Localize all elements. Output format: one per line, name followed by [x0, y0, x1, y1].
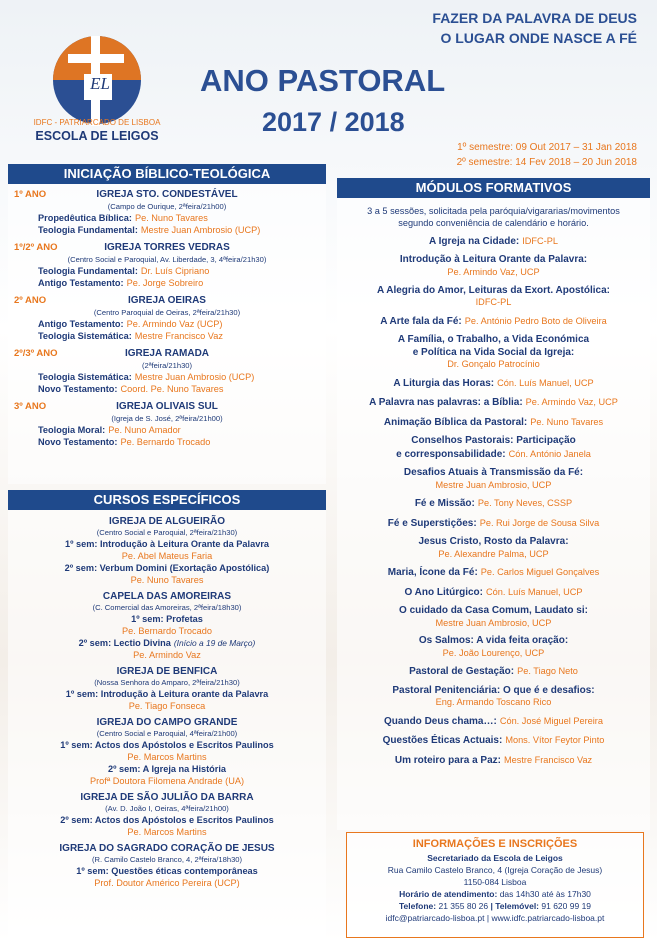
modulo-item — [337, 635, 650, 659]
modulo-title: Questões Éticas Actuais: — [382, 735, 503, 747]
modulo-item — [337, 586, 650, 600]
modulo-item — [337, 377, 650, 391]
modulo-title-row — [337, 235, 650, 249]
curso-course-label: 2º sem: Verbum Domini (Exortação Apostólica) — [64, 563, 270, 573]
curso-course — [12, 688, 322, 700]
subject-row — [14, 224, 320, 236]
modulo-title-row — [337, 285, 650, 298]
modulo-teacher: Pe. António Pedro Boto de Oliveira — [464, 315, 607, 326]
subject-row — [14, 318, 320, 330]
modulo-title: Maria, Ícone da Fé: — [387, 567, 478, 579]
modulo-item — [337, 435, 650, 461]
modulo-title: A Liturgia das Horas: — [393, 377, 495, 389]
modulo-teacher: IDFC-PL — [522, 236, 558, 246]
modulo-title-row — [337, 536, 650, 549]
subject-teacher: Mestre Francisco Vaz — [134, 331, 223, 341]
curso-info: (C. Comercial das Amoreiras, 2ªfeira/18h30) — [92, 603, 242, 612]
modulo-teacher: Mestre Francisco Vaz — [504, 754, 593, 765]
modulo-teacher: Pe. Alexandre Palma, UCP — [438, 548, 549, 559]
curso-item — [12, 666, 322, 712]
curso-course-label: 1º sem: Actos dos Apóstolos e Escritos Paulinos — [60, 740, 274, 750]
iniciacao-header-row — [14, 242, 320, 255]
modulo-title-row — [337, 635, 650, 648]
curso-church: IGREJA DO SAGRADO CORAÇÃO DE JESUS — [59, 843, 275, 854]
modulo-item — [337, 254, 650, 278]
modulo-title: Desafios Atuais à Transmissão da Fé: — [403, 467, 584, 479]
info-title: INFORMAÇÕES E INSCRIÇÕES — [412, 838, 578, 850]
iniciacao-title: INICIAÇÃO BÍBLICO-TEOLÓGICA — [8, 164, 326, 184]
subject-name: Novo Testamento: — [38, 384, 118, 394]
modulo-title-row — [337, 715, 650, 729]
curso-church: IGREJA DE SÃO JULIÃO DA BARRA — [80, 792, 254, 803]
subject-row — [14, 265, 320, 277]
modulo-item — [337, 396, 650, 410]
info-mobile[interactable]: 91 620 99 19 — [541, 901, 592, 911]
info-line-2: Rua Camilo Castelo Branco, 4 (Igreja Coração de Jesus) — [387, 865, 603, 875]
curso-course-label: 2º sem: Actos dos Apóstolos e Escritos Paulinos — [60, 815, 274, 825]
curso-course — [12, 739, 322, 751]
modulo-item — [337, 517, 650, 531]
curso-course — [12, 865, 322, 877]
iniciacao-info: (Campo de Ourique, 2ªfeira/21h00) — [107, 202, 227, 211]
modulo-item — [337, 285, 650, 309]
iniciacao-year: 3º ANO — [14, 401, 47, 412]
curso-course — [12, 538, 322, 550]
modulo-teacher: Cón. José Miguel Pereira — [499, 715, 603, 726]
modulo-title: O cuidado da Casa Comum, Laudato si: — [399, 605, 588, 617]
iniciacao-year: 1º ANO — [14, 189, 47, 200]
curso-info: (Centro Social e Paroquial, 2ªfeira/21h30) — [96, 528, 238, 537]
modulo-title-row — [337, 416, 650, 430]
iniciacao-group — [14, 401, 320, 448]
info-contacts — [347, 912, 643, 924]
modulo-item — [337, 235, 650, 249]
curso-teacher: Pe. Bernardo Trocado — [122, 626, 212, 636]
curso-teacher: Pe. Tiago Fonseca — [128, 701, 206, 711]
curso-item — [12, 516, 322, 586]
modulo-teacher: Cón. António Janela — [508, 448, 591, 459]
semester-1: 1º semestre: 09 Out 2017 – 31 Jan 2018 — [457, 142, 637, 153]
subject-row — [14, 383, 320, 395]
modulo-title: Pastoral Penitenciária: O que é e desafios: — [392, 684, 595, 696]
iniciacao-group — [14, 189, 320, 236]
info-hours — [347, 888, 643, 900]
subject-name: Teologia Fundamental: — [38, 225, 138, 235]
iniciacao-group — [14, 295, 320, 342]
modulo-title: A Palavra nas palavras: a Bíblia: — [369, 397, 523, 409]
curso-item — [12, 843, 322, 889]
modulo-title-row — [337, 334, 650, 347]
modulos-list — [337, 229, 650, 767]
subject-teacher: Pe. Jorge Sobreiro — [126, 278, 204, 288]
modulo-item — [337, 497, 650, 511]
modulo-item — [337, 536, 650, 560]
modulo-teacher: Pe. João Lourenço, UCP — [442, 647, 545, 658]
info-phone-label: Telefone: — [398, 901, 437, 911]
slogan-2: O LUGAR ONDE NASCE A FÉ — [440, 30, 637, 46]
modulo-title: Jesus Cristo, Rosto da Palavra: — [418, 536, 569, 548]
iniciacao-list — [8, 184, 326, 448]
curso-course — [12, 763, 322, 775]
modulo-teacher: Pe. Rui Jorge de Sousa Silva — [479, 517, 600, 528]
modulos-panel — [337, 178, 650, 830]
curso-info: (Centro Social e Paroquial, 4ªfeira/21h00) — [96, 729, 238, 738]
modulo-teacher: Pe. Carlos Miguel Gonçalves — [480, 567, 600, 578]
logo-name: ESCOLA DE LEIGOS — [35, 129, 159, 143]
curso-teacher: Pe. Nuno Tavares — [130, 575, 204, 585]
modulo-title: Conselhos Pastorais: Participação — [411, 435, 576, 447]
subject-teacher: Mestre Juan Ambrosio (UCP) — [140, 225, 261, 235]
iniciacao-year: 2º/3º ANO — [14, 348, 58, 359]
modulo-title: Fé e Missão: — [414, 498, 475, 510]
modulo-title-row — [337, 435, 650, 448]
subject-teacher: Pe. Nuno Amador — [108, 425, 181, 435]
cursos-panel — [8, 490, 326, 938]
curso-course-label: 1º sem: Profetas — [131, 614, 203, 624]
curso-church: CAPELA DAS AMOREIRAS — [102, 591, 232, 602]
curso-teacher: Pe. Marcos Martins — [127, 827, 207, 837]
modulo-title-row-2 — [337, 347, 650, 360]
iniciacao-header-row — [14, 348, 320, 361]
curso-teacher: Pe. Armindo Vaz — [133, 650, 201, 660]
modulo-teacher: Pe. Armindo Vaz, UCP — [447, 266, 540, 277]
modulo-title: O Ano Litúrgico: — [404, 586, 483, 598]
semester-2: 2º semestre: 14 Fev 2018 – 20 Jun 2018 — [456, 157, 637, 168]
info-separator: | — [486, 913, 490, 923]
modulo-title-row — [337, 605, 650, 618]
iniciacao-header-row — [14, 295, 320, 308]
modulo-item — [337, 734, 650, 748]
modulo-teacher: Pe. Armindo Vaz, UCP — [525, 397, 618, 408]
modulo-item — [337, 685, 650, 709]
iniciacao-group — [14, 242, 320, 289]
subject-name: Novo Testamento: — [38, 437, 118, 447]
modulo-item — [337, 315, 650, 329]
modulo-teacher: Eng. Armando Toscano Rico — [435, 697, 552, 708]
modulo-title-row — [337, 517, 650, 531]
subject-name: Propedêutica Bíblica: — [38, 213, 132, 223]
subject-name: Antigo Testamento: — [38, 278, 124, 288]
modulos-title: MÓDULOS FORMATIVOS — [337, 178, 650, 198]
slogan-1: FAZER DA PALAVRA DE DEUS — [432, 10, 637, 26]
modulo-title-row — [337, 467, 650, 480]
modulo-title: A Arte fala da Fé: — [380, 315, 462, 327]
modulo-title: Pastoral de Gestação: — [409, 666, 515, 678]
info-hours-label: Horário de atendimento: — [399, 889, 498, 899]
curso-item — [12, 591, 322, 661]
subject-row — [14, 330, 320, 342]
subject-row — [14, 277, 320, 289]
logo — [22, 28, 170, 148]
curso-course-label: 1º sem: Introdução à Leitura Orante da Palavra — [64, 539, 270, 549]
subject-teacher: Pe. Nuno Tavares — [134, 213, 208, 223]
modulo-item — [337, 605, 650, 629]
iniciacao-church: IGREJA STO. CONDESTÁVEL — [96, 189, 238, 200]
curso-teacher: Pe. Marcos Martins — [127, 752, 207, 762]
info-line-1: Secretariado da Escola de Leigos — [427, 853, 563, 863]
info-email[interactable]: idfc@patriarcado-lisboa.pt — [385, 913, 485, 923]
modulo-item — [337, 334, 650, 371]
modulo-title-row-2 — [337, 448, 650, 462]
modulo-title-row — [337, 586, 650, 600]
iniciacao-year: 2º ANO — [14, 295, 47, 306]
curso-course — [12, 562, 322, 574]
modulo-teacher: Mestre Juan Ambrosio, UCP — [435, 479, 552, 490]
modulo-title-row — [337, 254, 650, 267]
page-title: ANO PASTORAL — [200, 63, 446, 98]
modulo-title-row — [337, 754, 650, 768]
modulo-teacher: Cón. Luís Manuel, UCP — [486, 586, 583, 597]
modulo-title: A Alegria do Amor, Leituras da Exort. Apostólica: — [376, 284, 610, 296]
modulo-title-row — [337, 315, 650, 329]
modulo-title-row — [337, 566, 650, 580]
subject-row — [14, 436, 320, 448]
curso-church: IGREJA DE ALGUEIRÃO — [109, 516, 225, 527]
curso-course — [12, 637, 322, 649]
modulo-title-row — [337, 665, 650, 679]
modulo-teacher: Pe. Tony Neves, CSSP — [477, 498, 573, 509]
modulo-teacher: Mons. Vítor Feytor Pinto — [505, 735, 605, 746]
iniciacao-church: IGREJA OEIRAS — [128, 295, 206, 306]
modulo-title: Os Salmos: A vida feita oração: — [418, 635, 569, 647]
modulo-item — [337, 754, 650, 768]
info-website[interactable]: www.idfc.patriarcado-lisboa.pt — [491, 913, 605, 923]
page-year: 2017 / 2018 — [262, 107, 405, 137]
curso-teacher: Pe. Abel Mateus Faria — [121, 551, 213, 561]
iniciacao-panel — [8, 164, 326, 484]
modulo-title: Fé e Superstições: — [387, 517, 477, 529]
logo-org: IDFC - PATRIARCADO DE LISBOA — [33, 118, 161, 127]
curso-church: IGREJA DE BENFICA — [116, 666, 218, 677]
curso-info: (Av. D. João I, Oeiras, 4ªfeira/21h00) — [105, 804, 229, 813]
iniciacao-info: (2ªfeira/21h30) — [141, 361, 193, 370]
iniciacao-info: (Centro Paroquial de Oeiras, 2ªfeira/21h30) — [93, 308, 241, 317]
info-hours-value: das 14h30 até às 17h30 — [499, 889, 591, 899]
subject-name: Teologia Fundamental: — [38, 266, 138, 276]
modulo-title: Introdução à Leitura Orante da Palavra: — [399, 254, 588, 266]
cursos-list — [8, 510, 326, 889]
curso-course-label: 2º sem: Lectio Divina — [78, 638, 171, 648]
subject-name: Teologia Sistemática: — [38, 372, 132, 382]
modulo-item — [337, 467, 650, 491]
modulo-item — [337, 665, 650, 679]
subject-teacher: Coord. Pe. Nuno Tavares — [120, 384, 224, 394]
subject-teacher: Pe. Armindo Vaz (UCP) — [126, 319, 223, 329]
modulo-teacher: Dr. Gonçalo Patrocínio — [447, 359, 540, 370]
modulo-item — [337, 566, 650, 580]
modulo-teacher: Pe. Nuno Tavares — [530, 416, 604, 427]
iniciacao-group — [14, 348, 320, 395]
logo-monogram: EL — [90, 74, 110, 93]
curso-item — [12, 717, 322, 787]
modulo-title: Quando Deus chama…: — [384, 715, 497, 727]
iniciacao-info: (Centro Social e Paroquial, Av. Liberdade, 3, 4ªfeira/21h30) — [67, 255, 267, 264]
modulo-title-row — [337, 396, 650, 410]
subject-teacher: Mestre Juan Ambrosio (UCP) — [134, 372, 255, 382]
iniciacao-info: (Igreja de S. José, 2ªfeira/21h00) — [111, 414, 223, 423]
curso-course — [12, 613, 322, 625]
modulo-title-row — [337, 497, 650, 511]
iniciacao-church: IGREJA OLIVAIS SUL — [116, 401, 218, 412]
modulo-item — [337, 416, 650, 430]
modulos-intro-1: 3 a 5 sessões, solicitada pela paróquia/vigararias/movimentos — [367, 206, 620, 216]
curso-course-label: 1º sem: Questões éticas contemporâneas — [76, 866, 258, 876]
modulo-title-row — [337, 734, 650, 748]
subject-row — [14, 212, 320, 224]
iniciacao-header-row — [14, 401, 320, 414]
curso-church: IGREJA DO CAMPO GRANDE — [96, 717, 238, 728]
subject-teacher: Dr. Luís Cipriano — [140, 266, 210, 276]
iniciacao-church: IGREJA TORRES VEDRAS — [104, 242, 230, 253]
subject-teacher: Pe. Bernardo Trocado — [120, 437, 211, 447]
modulo-title-cont: e Política na Vida Social da Igreja: — [412, 346, 575, 358]
modulo-teacher: IDFC-PL — [475, 297, 512, 308]
modulo-title: A Família, o Trabalho, a Vida Económica — [397, 334, 590, 346]
subject-row — [14, 424, 320, 436]
curso-teacher: Prof. Doutor Américo Pereira (UCP) — [94, 878, 240, 888]
curso-item — [12, 792, 322, 838]
modulo-teacher: Mestre Juan Ambrosio, UCP — [435, 617, 552, 628]
info-phones — [347, 900, 643, 912]
iniciacao-year: 1º/2º ANO — [14, 242, 58, 253]
iniciacao-header-row — [14, 189, 320, 202]
subject-row — [14, 371, 320, 383]
modulo-teacher: Cón. Luís Manuel, UCP — [497, 377, 594, 388]
modulo-title-cont: e corresponsabilidade: — [396, 448, 506, 460]
info-phone[interactable]: 21 355 80 26 — [438, 901, 489, 911]
curso-course-label: 1º sem: Introdução à Leitura orante da Palavra — [65, 689, 269, 699]
info-line-3: 1150-084 Lisboa — [463, 877, 527, 887]
iniciacao-church: IGREJA RAMADA — [124, 348, 210, 359]
modulo-title: Animação Bíblica da Pastoral: — [383, 416, 528, 428]
modulo-title-row — [337, 377, 650, 391]
curso-course-note: (Início a 19 de Março) — [173, 638, 256, 648]
info-box — [346, 832, 644, 938]
subject-name: Teologia Moral: — [38, 425, 106, 435]
curso-course — [12, 814, 322, 826]
subject-name: Antigo Testamento: — [38, 319, 124, 329]
curso-course-label: 2º sem: A Igreja na História — [107, 764, 227, 774]
modulo-item — [337, 715, 650, 729]
curso-info: (R. Camilo Castelo Branco, 4, 2ªfeira/18h30) — [91, 855, 243, 864]
modulo-title-row — [337, 685, 650, 698]
info-mobile-label: | Telemóvel: — [490, 901, 540, 911]
modulo-title: A Igreja na Cidade: — [429, 236, 520, 247]
cursos-title: CURSOS ESPECÍFICOS — [8, 490, 326, 510]
modulos-intro-2: segundo conveniência de calendário e horário. — [398, 218, 589, 228]
curso-teacher: Profª Doutora Filomena Andrade (UA) — [89, 776, 245, 786]
modulo-teacher: Pe. Tiago Neto — [517, 666, 578, 677]
subject-name: Teologia Sistemática: — [38, 331, 132, 341]
curso-info: (Nossa Senhora do Amparo, 2ªfeira/21h30) — [94, 678, 240, 687]
modulo-title: Um roteiro para a Paz: — [394, 754, 501, 766]
